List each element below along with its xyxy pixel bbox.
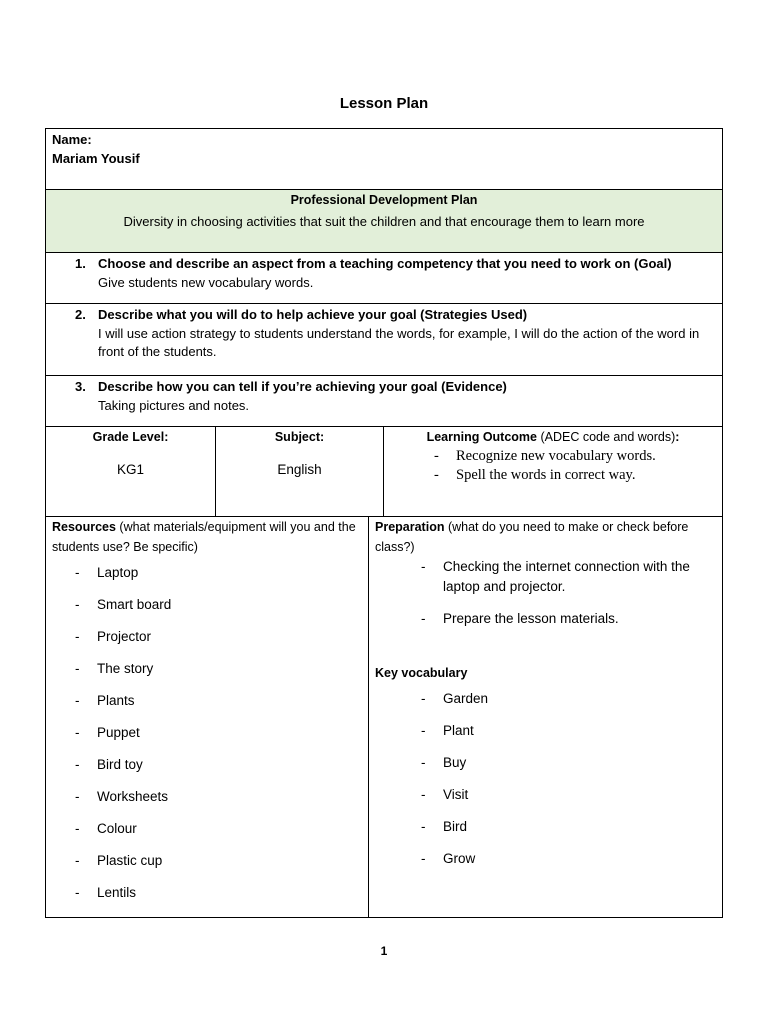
question-goal bbox=[46, 252, 722, 303]
list-item: - Worksheets bbox=[75, 789, 169, 804]
question-number: 3. bbox=[75, 379, 86, 394]
grade-label: Grade Level: bbox=[92, 430, 169, 444]
learning-outcome-label-rest: (ADEC code and words) bbox=[537, 430, 676, 444]
list-item: - Garden bbox=[421, 691, 489, 706]
list-item: - Plants bbox=[75, 693, 135, 708]
page-title: Lesson Plan bbox=[339, 95, 429, 112]
lesson-plan-table bbox=[45, 128, 723, 918]
resources-label: Resources (what materials/equipment will you and the students use? Be specific) bbox=[52, 520, 356, 554]
page-number: 1 bbox=[380, 944, 388, 958]
learning-outcome-cell bbox=[384, 427, 722, 516]
list-item: - Recognize new vocabulary words. bbox=[434, 448, 656, 464]
question-number: 1. bbox=[75, 256, 86, 271]
list-item: - Colour bbox=[75, 821, 137, 836]
list-item: - Plant bbox=[421, 723, 474, 738]
learning-outcome-label bbox=[384, 429, 722, 445]
question-answer: Give students new vocabulary words. bbox=[98, 274, 314, 290]
name-value: Mariam Yousif bbox=[52, 151, 140, 166]
key-vocabulary-label: Key vocabulary bbox=[375, 666, 468, 680]
learning-outcome-list bbox=[384, 447, 722, 485]
pdp-description: Diversity in choosing activities that suit the children and that encourage them to learn more bbox=[123, 214, 645, 229]
preparation-cell bbox=[369, 517, 722, 917]
grade-cell bbox=[46, 427, 216, 516]
question-text: Describe what you will do to help achieve your goal (Strategies Used) bbox=[98, 307, 528, 322]
question-number: 2. bbox=[75, 307, 86, 322]
list-item: - Lentils bbox=[75, 885, 137, 900]
name-label: Name: bbox=[52, 132, 92, 147]
resources-preparation-row bbox=[46, 516, 722, 917]
question-answer: Taking pictures and notes. bbox=[98, 397, 250, 413]
list-item: - Projector bbox=[75, 629, 152, 644]
list-item: - The story bbox=[75, 661, 154, 676]
subject-label: Subject: bbox=[274, 430, 325, 444]
question-evidence bbox=[46, 375, 722, 426]
learning-outcome-label-bold: Learning Outcome bbox=[426, 430, 537, 444]
list-item: - Laptop bbox=[75, 565, 139, 580]
subject-cell bbox=[216, 427, 384, 516]
info-row bbox=[46, 426, 722, 516]
question-strategies bbox=[46, 303, 722, 375]
preparation-list bbox=[375, 557, 716, 629]
question-text: Describe how you can tell if you’re achieving your goal (Evidence) bbox=[98, 379, 507, 394]
learning-outcome-label-colon: : bbox=[675, 430, 680, 444]
list-item: - Buy bbox=[421, 755, 467, 770]
resources-cell bbox=[46, 517, 369, 917]
list-item: - Bird bbox=[421, 819, 468, 834]
list-item: - Grow bbox=[421, 851, 476, 866]
pdp-row bbox=[46, 189, 722, 252]
list-item: - Smart board bbox=[75, 597, 172, 612]
list-item: - Spell the words in correct way. bbox=[434, 467, 636, 483]
grade-value: KG1 bbox=[116, 462, 144, 477]
key-vocabulary-list bbox=[375, 683, 716, 875]
pdp-heading: Professional Development Plan bbox=[290, 193, 478, 207]
question-text: Choose and describe an aspect from a teaching competency that you need to work on (Goal) bbox=[98, 256, 672, 271]
list-item: - Checking the internet connection with the laptop and projector. bbox=[421, 559, 690, 594]
list-item: - Plastic cup bbox=[75, 853, 163, 868]
resources-list bbox=[52, 557, 362, 909]
list-item: - Puppet bbox=[75, 725, 140, 740]
list-item: - Bird toy bbox=[75, 757, 143, 772]
list-item: - Prepare the lesson materials. bbox=[421, 611, 619, 626]
list-item: - Visit bbox=[421, 787, 469, 802]
name-row bbox=[46, 129, 722, 189]
question-answer: I will use action strategy to students understand the words, for example, I will do the action of the word in front of the students. bbox=[98, 325, 700, 359]
preparation-label: Preparation (what do you need to make or check before class?) bbox=[375, 520, 689, 554]
subject-value: English bbox=[277, 462, 322, 477]
